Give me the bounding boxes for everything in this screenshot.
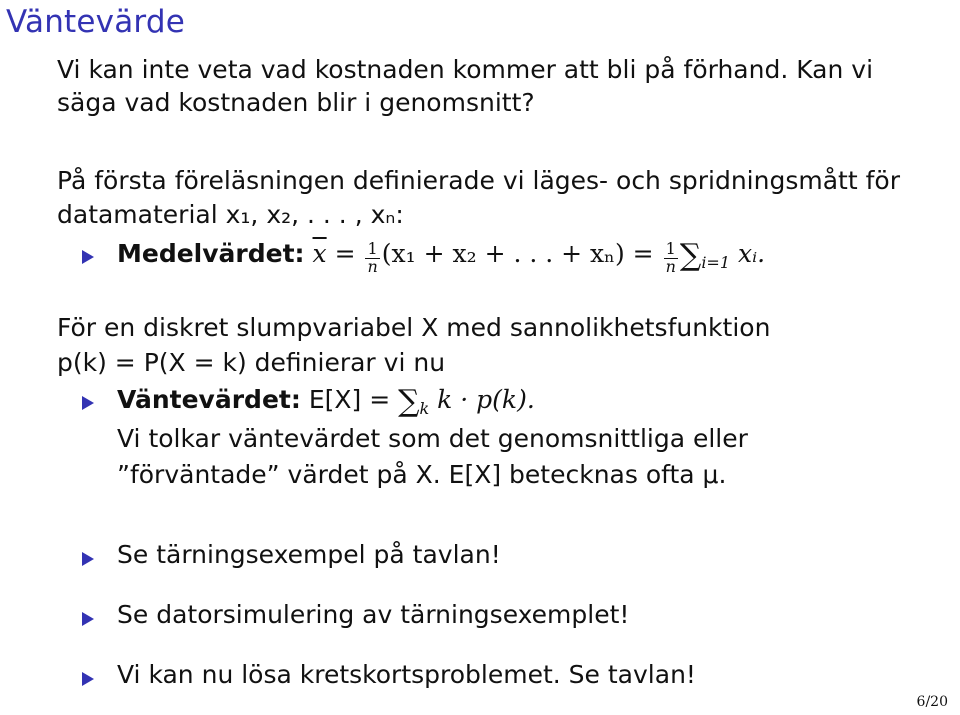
slide-title: Väntevärde [6, 4, 185, 40]
bullet-triangle-icon [82, 612, 94, 626]
bullet-triangle-icon [82, 396, 94, 410]
definition-line-1: På första föreläsningen definierade vi läges- och spridningsmått för [57, 166, 900, 195]
intro-line-1: Vi kan inte veta vad kostnaden kommer att bli på förhand. Kan vi [57, 55, 874, 84]
bullet-dice: Se tärningsexempel på tavlan! [117, 540, 501, 569]
fraction-one-over-n-2 [664, 241, 678, 276]
sum-symbol: ∑ [398, 384, 420, 419]
mean-sum-expression: (x₁ + x₂ + . . . + xₙ) = [381, 239, 654, 268]
mean-symbol: $\overline{x}$ [312, 239, 327, 268]
discrete-line-2: p(k) = P(X = k) definierar vi nu [57, 348, 446, 377]
bullet-circuit: Vi kan nu lösa kretskortsproblemet. Se tavlan! [117, 660, 696, 689]
fraction-denominator-2: n [665, 257, 676, 276]
mean-summand: xᵢ. [737, 239, 766, 268]
bullet-triangle-icon [82, 552, 94, 566]
page-number: 6/20 [916, 694, 948, 710]
fraction-denominator: n [367, 257, 378, 276]
definition-line-2: datamaterial x₁, x₂, . . . , xₙ: [57, 200, 404, 229]
discrete-line-1: För en diskret slumpvariabel X med sannolikhetsfunktion [57, 313, 771, 342]
fraction-one-over-n [365, 241, 379, 276]
mean-bullet [117, 238, 765, 276]
fraction-numerator-2: 1 [664, 241, 678, 259]
sum-index: k [419, 399, 430, 418]
interpretation-line-1: Vi tolkar väntevärdet som det genomsnittliga eller [117, 424, 748, 453]
expectation-rhs: k · p(k). [437, 385, 535, 414]
interpretation-line-2: ”förväntade” värdet på X. E[X] betecknas ofta μ. [117, 460, 727, 489]
intro-line-2: säga vad kostnaden blir i genomsnitt? [57, 88, 535, 117]
expectation-lhs: E[X] = [308, 385, 391, 414]
expectation-label: Väntevärdet: [117, 385, 301, 414]
mean-label: Medelvärdet: [117, 239, 305, 268]
bullet-simulation: Se datorsimulering av tärningsexemplet! [117, 600, 630, 629]
fraction-numerator: 1 [365, 241, 379, 259]
expectation-bullet [117, 384, 535, 420]
bullet-triangle-icon [82, 250, 94, 264]
equals-sign: = [334, 239, 356, 268]
sum-index: i=1 [701, 253, 731, 272]
sum-symbol: ∑ [679, 238, 702, 273]
bullet-triangle-icon [82, 672, 94, 686]
